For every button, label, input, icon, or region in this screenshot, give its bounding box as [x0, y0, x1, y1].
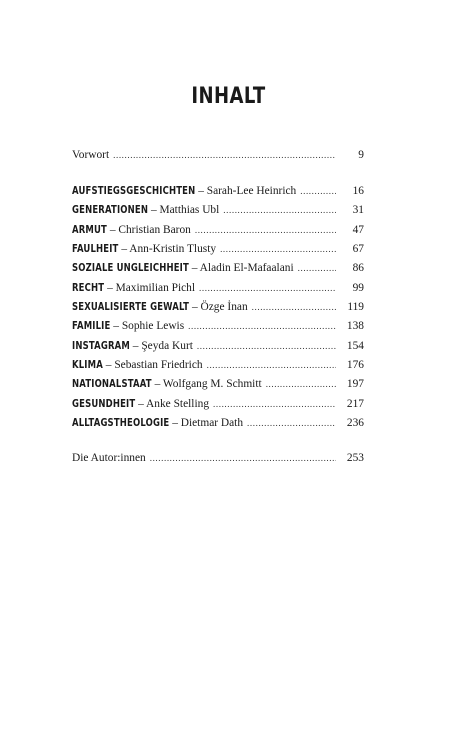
dot-leader: [195, 221, 336, 240]
toc-entry-page-number: 67: [352, 243, 364, 256]
toc-entry: [72, 201, 364, 220]
toc-entry-text: – Sophie Lewis: [110, 320, 185, 333]
toc-entry-text: – Anke Stelling: [135, 397, 210, 410]
toc-entry-keyword: RECHT: [72, 281, 105, 294]
toc-entry-page-number: 236: [346, 417, 364, 430]
toc-entry-keyword: ARMUT: [72, 223, 107, 236]
toc-entry-keyword: AUFSTIEGSGESCHICHTEN: [72, 185, 196, 197]
toc-entry-label: [72, 221, 191, 240]
toc-entry: [72, 259, 364, 278]
toc-entry-text: – Sarah-Lee Heinrich: [195, 185, 297, 197]
toc-entry-label: [72, 298, 248, 317]
toc-entry-label: [72, 317, 184, 336]
toc-entry-page-number: 16: [352, 185, 364, 197]
dot-leader: [150, 449, 336, 468]
toc-entry-label: [72, 375, 262, 394]
dot-leader: [197, 337, 336, 356]
toc-entry: [72, 414, 364, 433]
toc-entry-page-number: 31: [352, 204, 364, 217]
toc-entry-text: – Şeyda Kurt: [129, 339, 193, 352]
toc-entry-page-number: 86: [352, 262, 364, 275]
toc-entry-keyword: NATIONALSTAAT: [72, 378, 152, 391]
toc-entry-text: – Dietmar Dath: [169, 417, 244, 430]
toc-entry-keyword: GESUNDHEIT: [72, 397, 136, 410]
toc-entry-page-number: 197: [346, 378, 364, 391]
toc-entry: [72, 375, 364, 394]
dot-leader: [207, 356, 336, 375]
toc-entry: [72, 221, 364, 240]
toc-chapter-list: [72, 182, 364, 433]
toc-entry: [72, 395, 364, 414]
toc-entry-text: – Sebastian Friedrich: [102, 359, 203, 372]
toc-entry: [72, 337, 364, 356]
toc-entry-page-number: 154: [346, 339, 364, 352]
toc-entry-label: [72, 146, 109, 165]
toc-entry: [72, 449, 364, 468]
toc-entry-page-number: 119: [347, 301, 364, 314]
toc-outro-section: [72, 449, 364, 468]
toc-entry-keyword: KLIMA: [72, 359, 103, 372]
dot-leader: [223, 201, 336, 220]
toc-entry-label: [72, 395, 209, 414]
toc-entry-page-number: 99: [352, 281, 364, 294]
toc-entry-page-number: 9: [358, 149, 364, 161]
toc-entry-text: Die Autor:innen: [72, 452, 146, 464]
dot-leader: [199, 279, 336, 298]
dot-leader: [113, 146, 336, 165]
dot-leader: [220, 240, 336, 259]
dot-leader: [298, 259, 336, 278]
toc-entry: [72, 182, 364, 201]
toc-entry-label: [72, 259, 294, 278]
toc-entry-text: Vorwort: [72, 149, 110, 161]
toc-entry-text: – Maximilian Pichl: [104, 281, 196, 294]
toc-entry-label: [72, 201, 219, 220]
toc-entry: [72, 279, 364, 298]
page-title: INHALT: [191, 84, 266, 109]
toc-entry: [72, 317, 364, 336]
toc-entry-page-number: 176: [346, 359, 364, 372]
toc-entry-label: [72, 414, 243, 433]
toc-entry: [72, 146, 364, 165]
toc-entry-keyword: FAULHEIT: [72, 243, 119, 256]
dot-leader: [300, 182, 336, 201]
toc-entry-label: [72, 279, 195, 298]
toc-entry-text: – Matthias Ubl: [148, 204, 220, 217]
toc-entry-keyword: GENERATIONEN: [72, 204, 149, 217]
dot-leader: [188, 317, 336, 336]
dot-leader: [252, 298, 336, 317]
toc-entry: [72, 298, 364, 317]
toc-entry: [72, 356, 364, 375]
toc-intro-section: [72, 146, 364, 165]
toc-entry-label: [72, 449, 146, 468]
toc-entry-page-number: 138: [346, 320, 364, 333]
toc-entry-keyword: SEXUALISIERTE GEWALT: [72, 301, 190, 314]
toc-entry-text: – Christian Baron: [107, 223, 191, 236]
toc-entry-keyword: INSTAGRAM: [72, 339, 130, 352]
toc-entry-page-number: 253: [346, 452, 364, 464]
toc-entry-keyword: ALLTAGSTHEOLOGIE: [72, 417, 170, 430]
toc-entry-page-number: 217: [346, 397, 364, 410]
toc-entry-keyword: SOZIALE UNGLEICHHEIT: [72, 262, 189, 275]
toc-entry-label: [72, 240, 216, 259]
toc-entry-text: – Wolfgang M. Schmitt: [151, 378, 262, 391]
toc-entry: [72, 240, 364, 259]
toc-entry-label: [72, 337, 193, 356]
toc-entry-text: – Ann-Kristin Tlusty: [118, 243, 217, 256]
toc-entry-keyword: FAMILIE: [72, 320, 111, 333]
toc-entry-label: [72, 356, 203, 375]
toc-entry-page-number: 47: [352, 223, 364, 236]
toc-entry-text: – Özge İnan: [189, 301, 248, 314]
dot-leader: [213, 395, 336, 414]
dot-leader: [247, 414, 336, 433]
toc-entry-text: – Aladin El-Mafaalani: [188, 262, 294, 275]
dot-leader: [266, 375, 336, 394]
toc-entry-label: [72, 182, 296, 201]
